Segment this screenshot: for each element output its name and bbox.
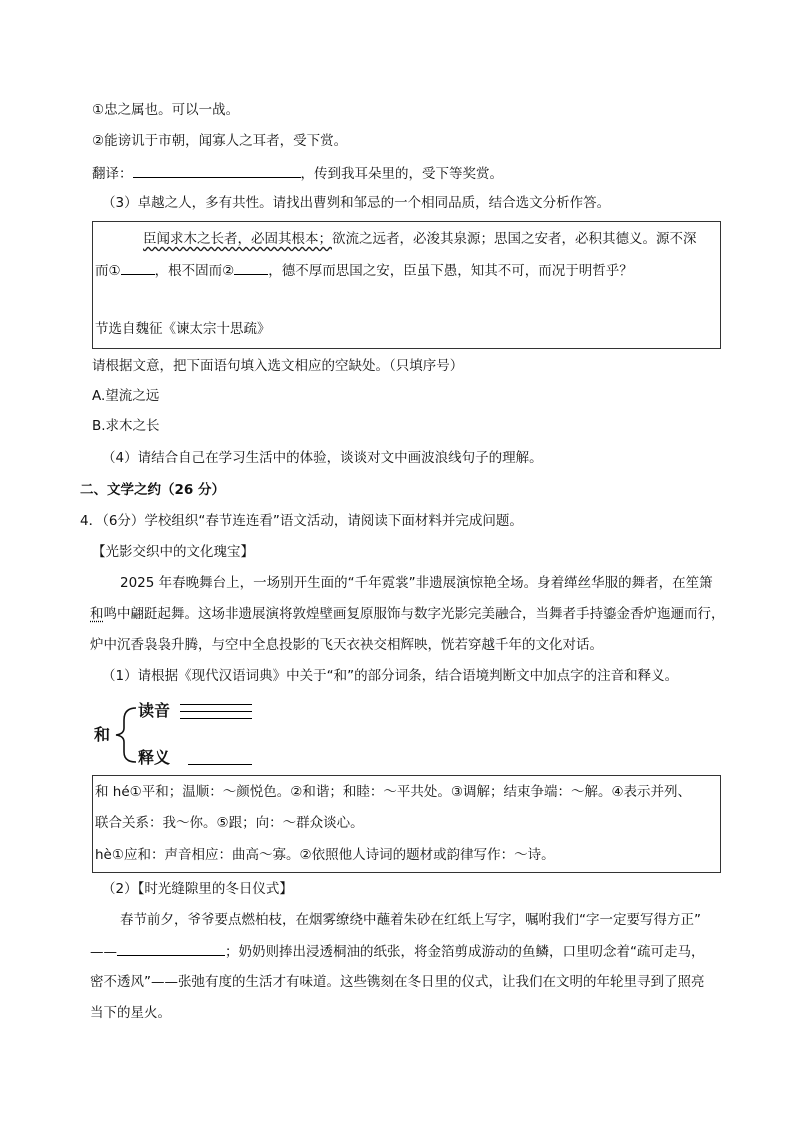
material-2-title: （2）【时光缝隙里的冬日仪式】 xyxy=(102,881,293,897)
section-heading: 二、文学之约（26 分） xyxy=(80,482,225,498)
passage-blank-1[interactable] xyxy=(121,260,155,275)
passage-text: ，根不固而② xyxy=(154,263,235,279)
passage-text: ，德不厚而思国之安，臣虽下愚，知其不可，而况于明哲乎？ xyxy=(268,263,633,279)
dictionary-line-1: 和 hé①平和；温顺：～颜悦色。②和谐；和睦：～平共处。③调解；结束争端：～解。④表示并列、 xyxy=(95,784,692,800)
material-1-line-2 xyxy=(90,604,725,624)
passage-box xyxy=(92,221,721,349)
material-2-line-2 xyxy=(90,941,705,962)
translation-line xyxy=(92,163,503,184)
material-2-line-1: 春节前夕，爷爷要点燃柏枝，在烟雾缭绕中蘸着朱砂在红纸上写字，嘱咐我们“字一定要写得方正” xyxy=(120,912,701,928)
material-text: ；奶奶则捧出浸透桐油的纸张，将金箔剪成游动的鱼鳞，口里叨念着“疏可走马， xyxy=(225,944,705,960)
translate-tail: ，传到我耳朵里的，受下等奖赏。 xyxy=(300,166,503,182)
material-2-line-4: 当下的星火。 xyxy=(90,1005,171,1021)
diagram-character: 和 xyxy=(94,725,111,744)
sub-question-1: （1）请根据《现代汉语词典》中关于“和”的部分词条，结合语境判断文中加点字的注音和释义。 xyxy=(102,668,679,684)
translation-item-1: ①忠之属也。可以一战。 xyxy=(92,102,240,118)
pronunciation-meaning-diagram xyxy=(92,698,262,770)
material-text: —— xyxy=(90,944,117,960)
option-b: B.求木之长 xyxy=(92,418,160,434)
question-4-stem: 4．（6分）学校组织“春节连连看”语文活动，请阅读下面材料并完成问题。 xyxy=(80,513,523,529)
wavy-underlined-sentence: 臣闻求木之长者，必固其根本； xyxy=(143,231,332,247)
sub-question-3: （3）卓越之人，多有共性。请找出曹刿和邹忌的一个相同品质，结合选文分析作答。 xyxy=(102,195,611,211)
passage-text: 欲流之远者，必浚其泉源；思国之安者，必积其德义。源不深 xyxy=(332,231,697,247)
diagram-label-meaning: 释义 xyxy=(138,748,171,767)
pronunciation-answer-lines[interactable] xyxy=(180,702,252,722)
translation-item-2: ②能谤讥于市朝，闻寡人之耳者，受下赏。 xyxy=(92,133,348,149)
passage-text: 而① xyxy=(95,263,121,279)
material-1-line-3: 炉中沉香袅袅升腾，与空中全息投影的飞天衣袂交相辉映，恍若穿越千年的文化对话。 xyxy=(90,637,603,653)
meaning-answer-line[interactable] xyxy=(188,764,252,765)
material-answer-blank[interactable] xyxy=(117,941,225,956)
material-1-line-1: 2025 年春晚舞台上，一场别开生面的“千年霓裳”非遗展演惊艳全场。身着缂丝华服的舞者，在笙箫 xyxy=(120,575,713,591)
fill-instruction: 请根据文意，把下面语句填入选文相应的空缺处。（只填序号） xyxy=(92,358,464,374)
passage-blank-2[interactable] xyxy=(234,260,268,275)
sub-question-4: （4）请结合自己在学习生活中的体验，谈谈对文中画波浪线句子的理解。 xyxy=(102,450,543,466)
passage-line-2 xyxy=(95,260,633,281)
passage-source: 节选自魏征《谏太宗十思疏》 xyxy=(95,321,271,337)
material-text: 鸣中翩跹起舞。这场非遗展演将敦煌壁画复原服饰与数字光影完美融合，当舞者手持鎏金香炉迤逦而行， xyxy=(103,606,725,622)
dotted-character: 和 xyxy=(90,606,104,622)
diagram-label-pronunciation: 读音 xyxy=(138,701,171,720)
material-1-title: 【光影交织中的文化瑰宝】 xyxy=(92,544,254,560)
translation-answer-blank[interactable] xyxy=(133,163,301,178)
translate-label: 翻译： xyxy=(92,166,133,182)
dictionary-line-2: 联合关系：我～你。⑤跟；向：～群众谈心。 xyxy=(95,815,364,831)
dictionary-line-3: hè①应和：声音相应：曲高～寡。②依照他人诗词的题材或韵律写作：～诗。 xyxy=(95,847,555,863)
dictionary-entry-box xyxy=(92,775,721,873)
material-2-line-3: 密不透风”——张弛有度的生活才有味道。这些镌刻在冬日里的仪式，让我们在文明的年轮里寻到了照亮 xyxy=(90,974,705,990)
passage-line-1 xyxy=(143,229,697,249)
option-a: A.望流之远 xyxy=(92,388,160,404)
